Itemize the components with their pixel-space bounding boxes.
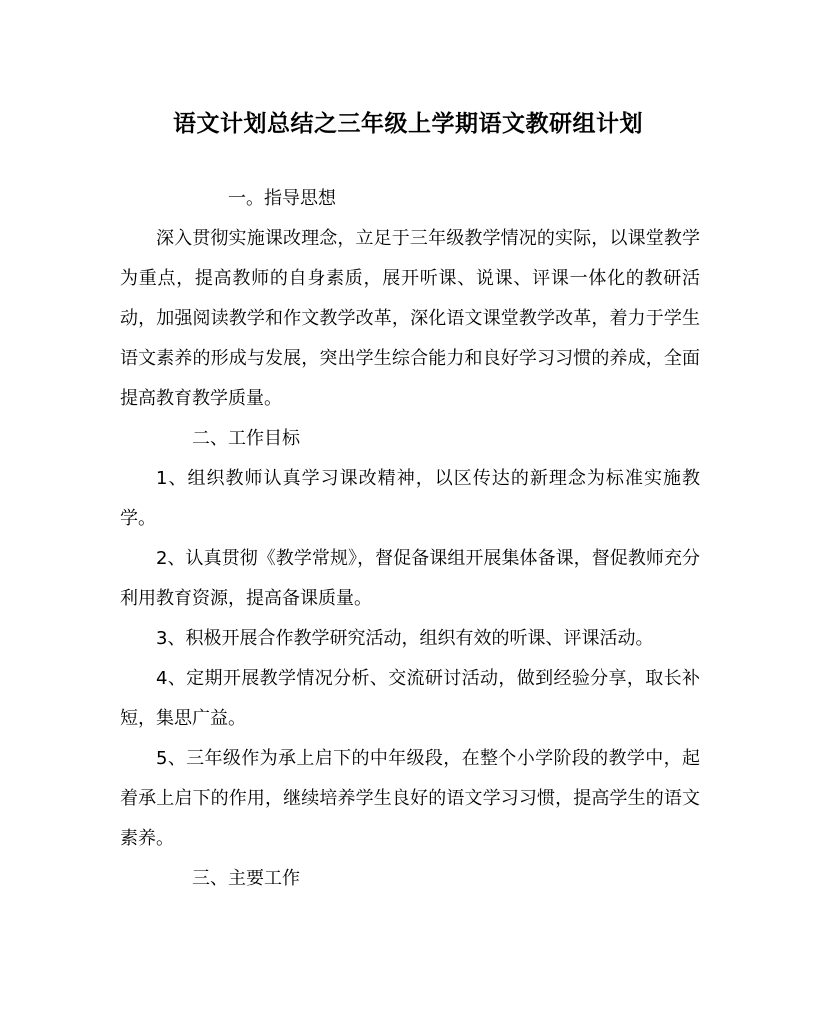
section-heading-main-work: 三、主要工作	[192, 868, 300, 889]
section-heading-work-goals: 二、工作目标	[192, 428, 300, 449]
goal-item-1: 1、组织教师认真学习课改精神，以区传达的新理念为标准实施教学。	[120, 468, 700, 529]
section-heading-guiding-ideology: 一。指导思想	[228, 188, 336, 209]
goal-item-3: 3、积极开展合作教学研究活动，组织有效的听课、评课活动。	[156, 628, 654, 649]
goal-item-5: 5、三年级作为承上启下的中年级段，在整个小学阶段的教学中，起着承上启下的作用，继续培养学生良好的语文学习习惯，提高学生的语文素养。	[120, 748, 700, 849]
goal-item-2: 2、认真贯彻《教学常规》，督促备课组开展集体备课，督促教师充分利用教育资源，提高备课质量。	[120, 548, 700, 609]
document-title: 语文计划总结之三年级上学期语文教研组计划	[173, 110, 643, 137]
document-body	[120, 179, 700, 899]
goal-item-4: 4、定期开展教学情况分析、交流研讨活动，做到经验分享，取长补短，集思广益。	[120, 668, 700, 729]
paragraph-guiding-ideology: 深入贯彻实施课改理念，立足于三年级教学情况的实际，以课堂教学为重点，提高教师的自身素质，展开听课、说课、评课一体化的教研活动，加强阅读教学和作文教学改革，深化语文课堂教学改革，着力于学生语文素养的形成与发展，突出学生综合能力和良好学习习惯的养成，全面提高教育教学质量。	[120, 228, 700, 409]
